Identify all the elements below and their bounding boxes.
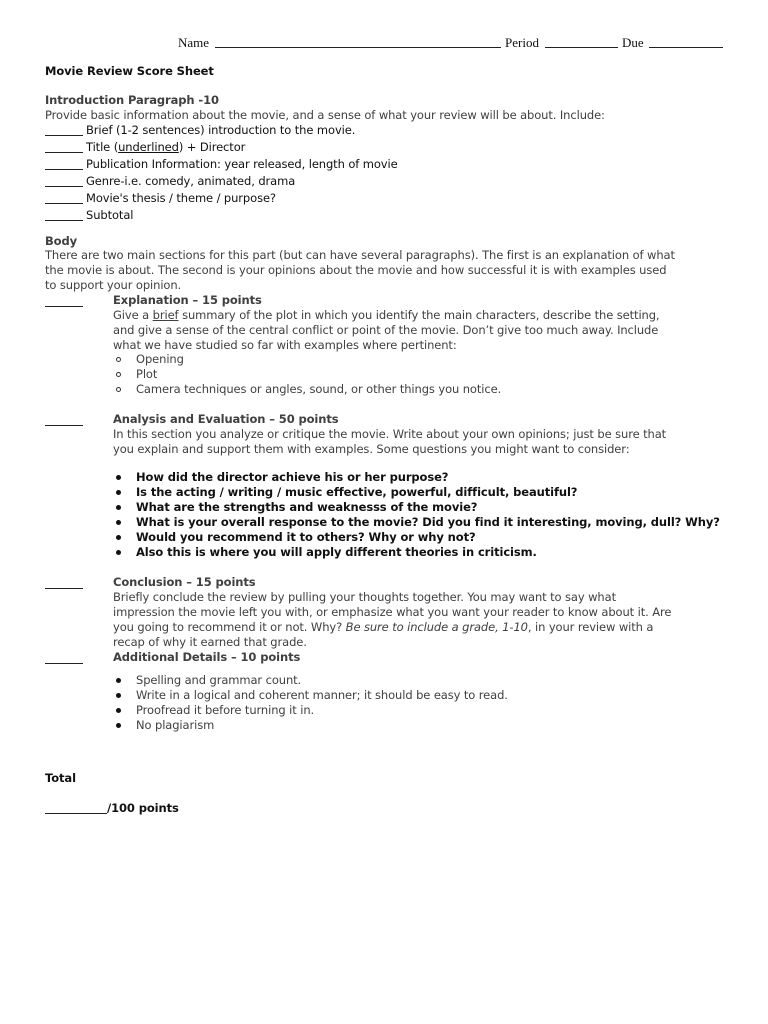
conclusion-line <box>113 620 653 635</box>
conclusion-italic: Be sure to include a grade, 1-10 <box>345 620 528 634</box>
analysis-line: you explain and support them with examples. Some questions you might want to consider: <box>113 442 630 456</box>
score-blank[interactable] <box>45 203 83 204</box>
bullet-icon <box>116 678 121 683</box>
additional-item: Proofread it before turning it in. <box>136 703 315 717</box>
analysis-question: Would you recommend it to others? Why or why not? <box>136 530 476 544</box>
explanation-score-blank[interactable] <box>45 306 83 307</box>
explanation-post: summary of the plot in which you identify the main characters, describe the setting, <box>178 308 660 322</box>
analysis-line: In this section you analyze or critique the movie. Write about your own opinions; just be sure that <box>113 427 667 441</box>
conclusion-line: impression the movie left you with, or emphasize what you want your reader to know about it. Are <box>113 605 672 619</box>
bullet-icon <box>116 550 121 555</box>
analysis-question: How did the director achieve his or her purpose? <box>136 470 449 484</box>
period-blank[interactable] <box>545 47 618 48</box>
score-blank[interactable] <box>45 152 83 153</box>
explanation-heading: Explanation – 15 points <box>113 293 262 307</box>
total-blank[interactable] <box>45 813 107 814</box>
score-blank[interactable] <box>45 186 83 187</box>
total-label: Total <box>45 771 76 785</box>
bullet-icon <box>116 520 121 525</box>
analysis-question: Also this is where you will apply different theories in criticism. <box>136 545 537 559</box>
due-label: Due <box>622 35 644 50</box>
bullet-icon <box>116 505 121 510</box>
score-blank[interactable] <box>45 135 83 136</box>
subtotal-label: Subtotal <box>86 208 134 222</box>
intro-heading: Introduction Paragraph -10 <box>45 93 219 107</box>
subtotal-blank[interactable] <box>45 220 83 221</box>
period-label: Period <box>505 35 539 50</box>
title-item-pre: Title ( <box>86 140 119 154</box>
explanation-subitem: Camera techniques or angles, sound, or other things you notice. <box>136 382 502 396</box>
conclusion-line: recap of why it earned that grade. <box>113 635 307 649</box>
explanation-line: what we have studied so far with examples where pertinent: <box>113 338 457 352</box>
circle-bullet-icon <box>116 357 121 362</box>
circle-bullet-icon <box>116 387 121 392</box>
intro-item: Publication Information: year released, length of movie <box>86 157 398 171</box>
title-item-post: ) + Director <box>178 140 246 154</box>
conclusion-heading: Conclusion – 15 points <box>113 575 256 589</box>
explanation-subitem: Opening <box>136 352 184 366</box>
bullet-icon <box>116 708 121 713</box>
name-blank[interactable] <box>215 47 501 48</box>
intro-description: Provide basic information about the movie, and a sense of what your review will be about. Include: <box>45 108 605 122</box>
bullet-icon <box>116 490 121 495</box>
conclusion-post: , in your review with a <box>527 620 654 634</box>
bullet-icon <box>116 693 121 698</box>
explanation-pre: Give a <box>113 308 153 322</box>
analysis-question: What is your overall response to the movie? Did you find it interesting, moving, dull? Why? <box>136 515 720 529</box>
due-blank[interactable] <box>649 47 723 48</box>
page-title: Movie Review Score Sheet <box>45 64 214 78</box>
analysis-heading: Analysis and Evaluation – 50 points <box>113 412 339 426</box>
explanation-line <box>113 308 660 323</box>
conclusion-pre: you going to recommend it or not. Why? <box>113 620 346 634</box>
body-heading: Body <box>45 234 77 248</box>
explanation-underlined: brief <box>152 308 179 322</box>
bullet-icon <box>116 535 121 540</box>
score-blank[interactable] <box>45 169 83 170</box>
analysis-question: Is the acting / writing / music effective, powerful, difficult, beautiful? <box>136 485 578 499</box>
additional-score-blank[interactable] <box>45 663 83 664</box>
additional-item: Write in a logical and coherent manner; it should be easy to read. <box>136 688 508 702</box>
analysis-score-blank[interactable] <box>45 425 83 426</box>
circle-bullet-icon <box>116 372 121 377</box>
bullet-icon <box>116 723 121 728</box>
explanation-line: and give a sense of the central conflict or point of the movie. Don’t give too much away. Include <box>113 323 659 337</box>
bullet-icon <box>116 475 121 480</box>
intro-item: Movie's thesis / theme / purpose? <box>86 191 276 205</box>
additional-item: No plagiarism <box>136 718 215 732</box>
intro-item <box>86 140 245 155</box>
additional-item: Spelling and grammar count. <box>136 673 302 687</box>
additional-heading: Additional Details – 10 points <box>113 650 301 664</box>
conclusion-line: Briefly conclude the review by pulling your thoughts together. You may want to say what <box>113 590 616 604</box>
total-points: /100 points <box>107 801 179 815</box>
explanation-subitem: Plot <box>136 367 158 381</box>
body-description-line: to support your opinion. <box>45 278 182 292</box>
conclusion-score-blank[interactable] <box>45 588 83 589</box>
body-description-line: There are two main sections for this part (but can have several paragraphs). The first is an explanation of what <box>45 248 675 262</box>
title-item-underlined: underlined <box>118 140 179 154</box>
body-description-line: the movie is about. The second is your opinions about the movie and how successful it is with examples used <box>45 263 667 277</box>
name-label: Name <box>178 35 210 50</box>
intro-item: Genre-i.e. comedy, animated, drama <box>86 174 296 188</box>
intro-item: Brief (1-2 sentences) introduction to the movie. <box>86 123 356 137</box>
analysis-question: What are the strengths and weaknesss of the movie? <box>136 500 478 514</box>
